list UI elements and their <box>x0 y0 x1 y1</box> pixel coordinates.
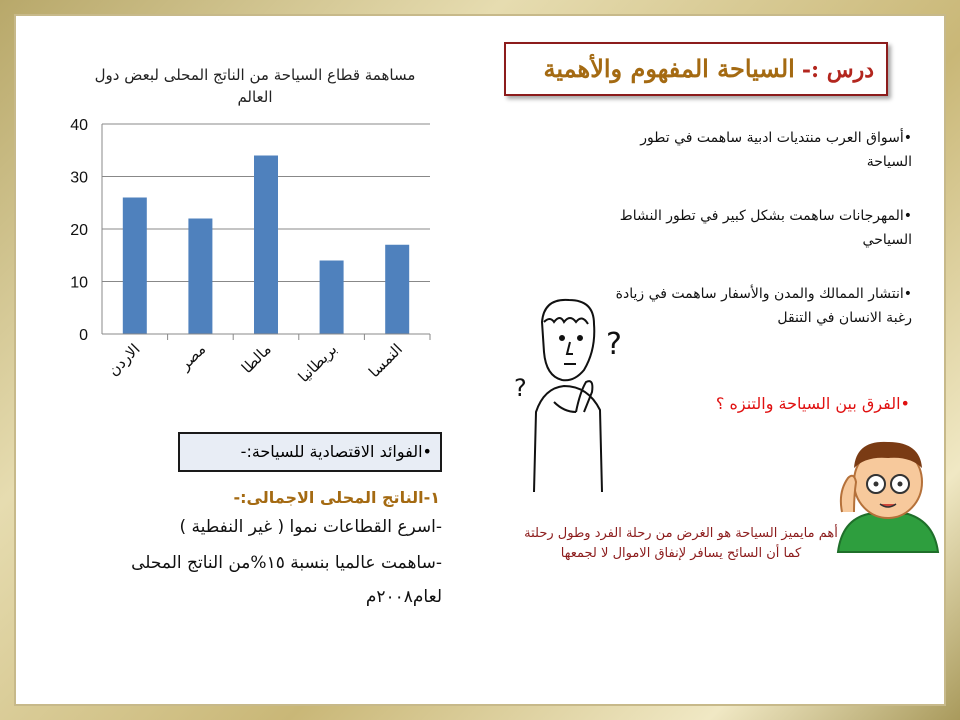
y-tick-label-2: 20 <box>70 222 88 239</box>
chart-title: مساهمة قطاع السياحة من الناتج المحلى لبعض دول العالم <box>94 66 416 106</box>
y-tick-label-0: 0 <box>79 327 88 344</box>
y-tick-label-1: 10 <box>70 274 88 292</box>
gdp-line-2: -ساهمت عالميا بنسبة ١٥%من الناتج المحلى <box>131 553 442 573</box>
y-tick-label-3: 30 <box>70 169 88 187</box>
x-tick-label-4: النمسا <box>365 340 407 382</box>
bar-2 <box>254 156 278 335</box>
gdp-heading: ١-الناتج المحلى الاجمالى:- <box>233 488 440 507</box>
bar-3 <box>320 261 344 335</box>
cartoon-boy-icon <box>828 432 940 552</box>
y-tick-label-4: 40 <box>70 117 88 134</box>
x-tick-label-2: مالطا <box>238 340 275 377</box>
bar-4 <box>385 245 409 334</box>
x-tick-label-1: مصر <box>175 340 210 374</box>
lesson-title-prefix: درس :- <box>801 57 874 83</box>
bullet-2: •المهرجانات ساهمت بشكل كبير في تطور النشاط السياحي <box>619 208 912 248</box>
bullet-1: •أسواق العرب منتديات ادبية ساهمت في تطور السياحة <box>640 130 912 170</box>
gdp-line-3: لعام٢٠٠٨م <box>365 587 442 607</box>
question-text: •الفرق بين السياحة والتنزه ؟ <box>715 394 910 413</box>
bar-chart <box>40 110 440 410</box>
lesson-title-box <box>504 42 888 96</box>
bar-0 <box>123 198 147 335</box>
x-tick-label-0: الاردن <box>104 340 144 380</box>
svg-text:?: ? <box>514 374 527 402</box>
note-text: أهم مايميز السياحة هو الغرض من رحلة الفرد وطول رحلتة كما أن السائح يسافر لإنفاق الاموال لا لجمعها <box>524 526 838 561</box>
thinking-man-icon <box>514 292 622 492</box>
gdp-line-1: -اسرع القطاعات نموا ( غير النفطية ) <box>179 517 442 537</box>
svg-text:?: ? <box>606 327 622 362</box>
bar-1 <box>188 219 212 335</box>
bullet-3: •انتشار الممالك والمدن والأسفار ساهمت في زيادة رغبة الانسان في التنقل <box>615 286 912 326</box>
lesson-title: السياحة المفهوم والأهمية <box>543 54 795 83</box>
benefits-box: •الفوائد الاقتصادية للسياحة:- <box>178 432 442 472</box>
x-tick-label-3: بريطانيا <box>294 340 341 386</box>
